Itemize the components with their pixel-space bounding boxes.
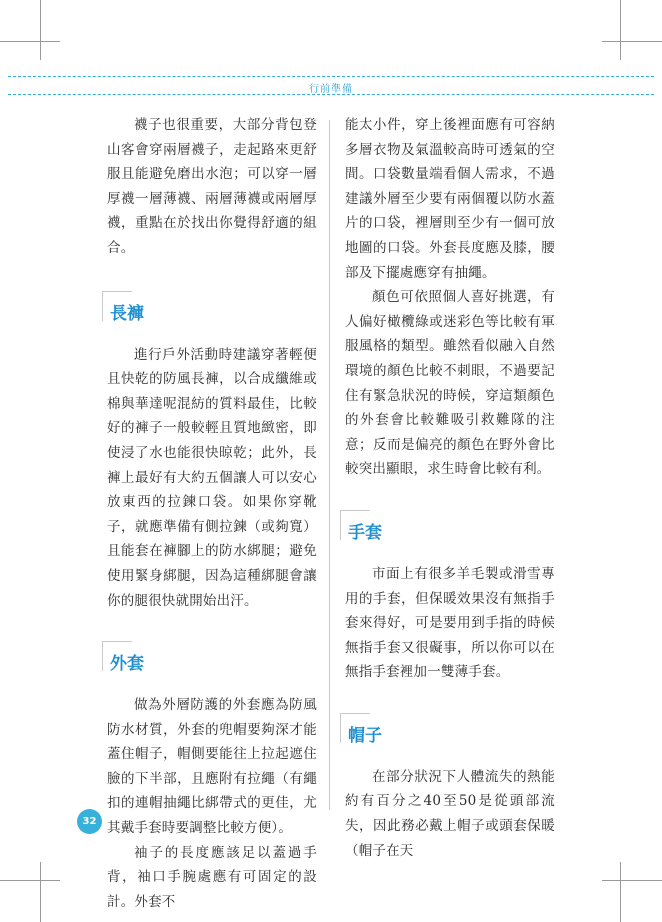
header-rule-bottom — [8, 94, 654, 95]
right-column — [345, 113, 555, 863]
paragraph-color: 顏色可依照個人喜好挑選，有人偏好橄欖綠或迷彩色等比較有軍服風格的類型。雖然看似融入自然環境的顏色比較不刺眼，不過要記住有緊急狀況的時候，穿這類顏色的外套會比較難吸引救難隊的注意；反而是偏亮的顏色在野外會比較突出顯眼，求生時會比較有利。 — [345, 289, 555, 478]
crop-mark — [0, 41, 60, 42]
heading-pants: 長褲 — [107, 299, 317, 329]
crop-mark — [620, 0, 621, 60]
paragraph-jacket: 做為外層防護的外套應為防風防水材質，外套的兜帽要夠深才能蓋住帽子，帽側要能往上拉起遮住臉的下半部，且應附有拉繩（有繩扣的連帽抽繩比綁帶式的更佳，尤其戴手套時要調整比較方便）。 — [107, 697, 317, 837]
paragraph-socks: 襪子也很重要，大部分背包登山客會穿兩層襪子，走起路來更舒服且能避免磨出水泡；可以穿一層厚襪一層薄襪、兩層薄襪或兩層厚襪，重點在於找出你覺得舒適的組合。 — [107, 117, 317, 256]
column-divider — [329, 120, 330, 810]
crop-mark — [40, 862, 41, 922]
crop-mark — [602, 880, 662, 881]
header-rule-top — [8, 76, 654, 77]
paragraph-pants: 進行戶外活動時建議穿著輕便且快乾的防風長褲，以合成纖維或棉與華達呢混紡的質料最佳，比較好的褲子一般較輕且質地緻密，即使浸了水也能很快晾乾；此外，長褲上最好有大約五個讓人可以安心放東西的拉鍊口袋。如果你穿靴子，就應準備有側拉鍊（或夠寬）且能套在褲腳上的防水綁腿；避免使用緊身綁腿，因為這種綁腿會讓你的腿很快就開始出汗。 — [107, 346, 317, 609]
left-column — [107, 113, 317, 914]
paragraph-jacket-continued: 能太小件，穿上後裡面應有可容納多層衣物及氣溫較高時可透氣的空間。口袋數量端看個人需求，不過建議外層至少要有兩個覆以防水蓋片的口袋，裡層則至少有一個可放地圖的口袋。外套長度應及膝，腰部及下擺處應穿有抽繩。 — [345, 117, 555, 281]
heading-jacket: 外套 — [107, 649, 317, 679]
paragraph-hat: 在部分狀況下人體流失的熱能約有百分之40至50是從頭部流失，因此務必戴上帽子或頭套保暖（帽子在天 — [345, 768, 555, 859]
crop-mark — [40, 0, 41, 60]
paragraph-sleeves: 袖子的長度應該足以蓋過手背，袖口手腕處應有可固定的設計。外套不 — [107, 844, 317, 910]
heading-hat: 帽子 — [345, 721, 555, 751]
crop-mark — [0, 880, 60, 881]
crop-mark — [620, 862, 621, 922]
crop-mark — [602, 41, 662, 42]
heading-gloves: 手套 — [345, 518, 555, 548]
paragraph-gloves: 市面上有很多羊毛製或滑雪專用的手套，但保暖效果沒有無指手套來得好，可是要用到手指的時候無指手套又很礙事，所以你可以在無指手套裡加一雙薄手套。 — [345, 565, 555, 681]
page-number: 32 — [77, 809, 102, 834]
running-header: 行前準備 — [309, 84, 353, 95]
